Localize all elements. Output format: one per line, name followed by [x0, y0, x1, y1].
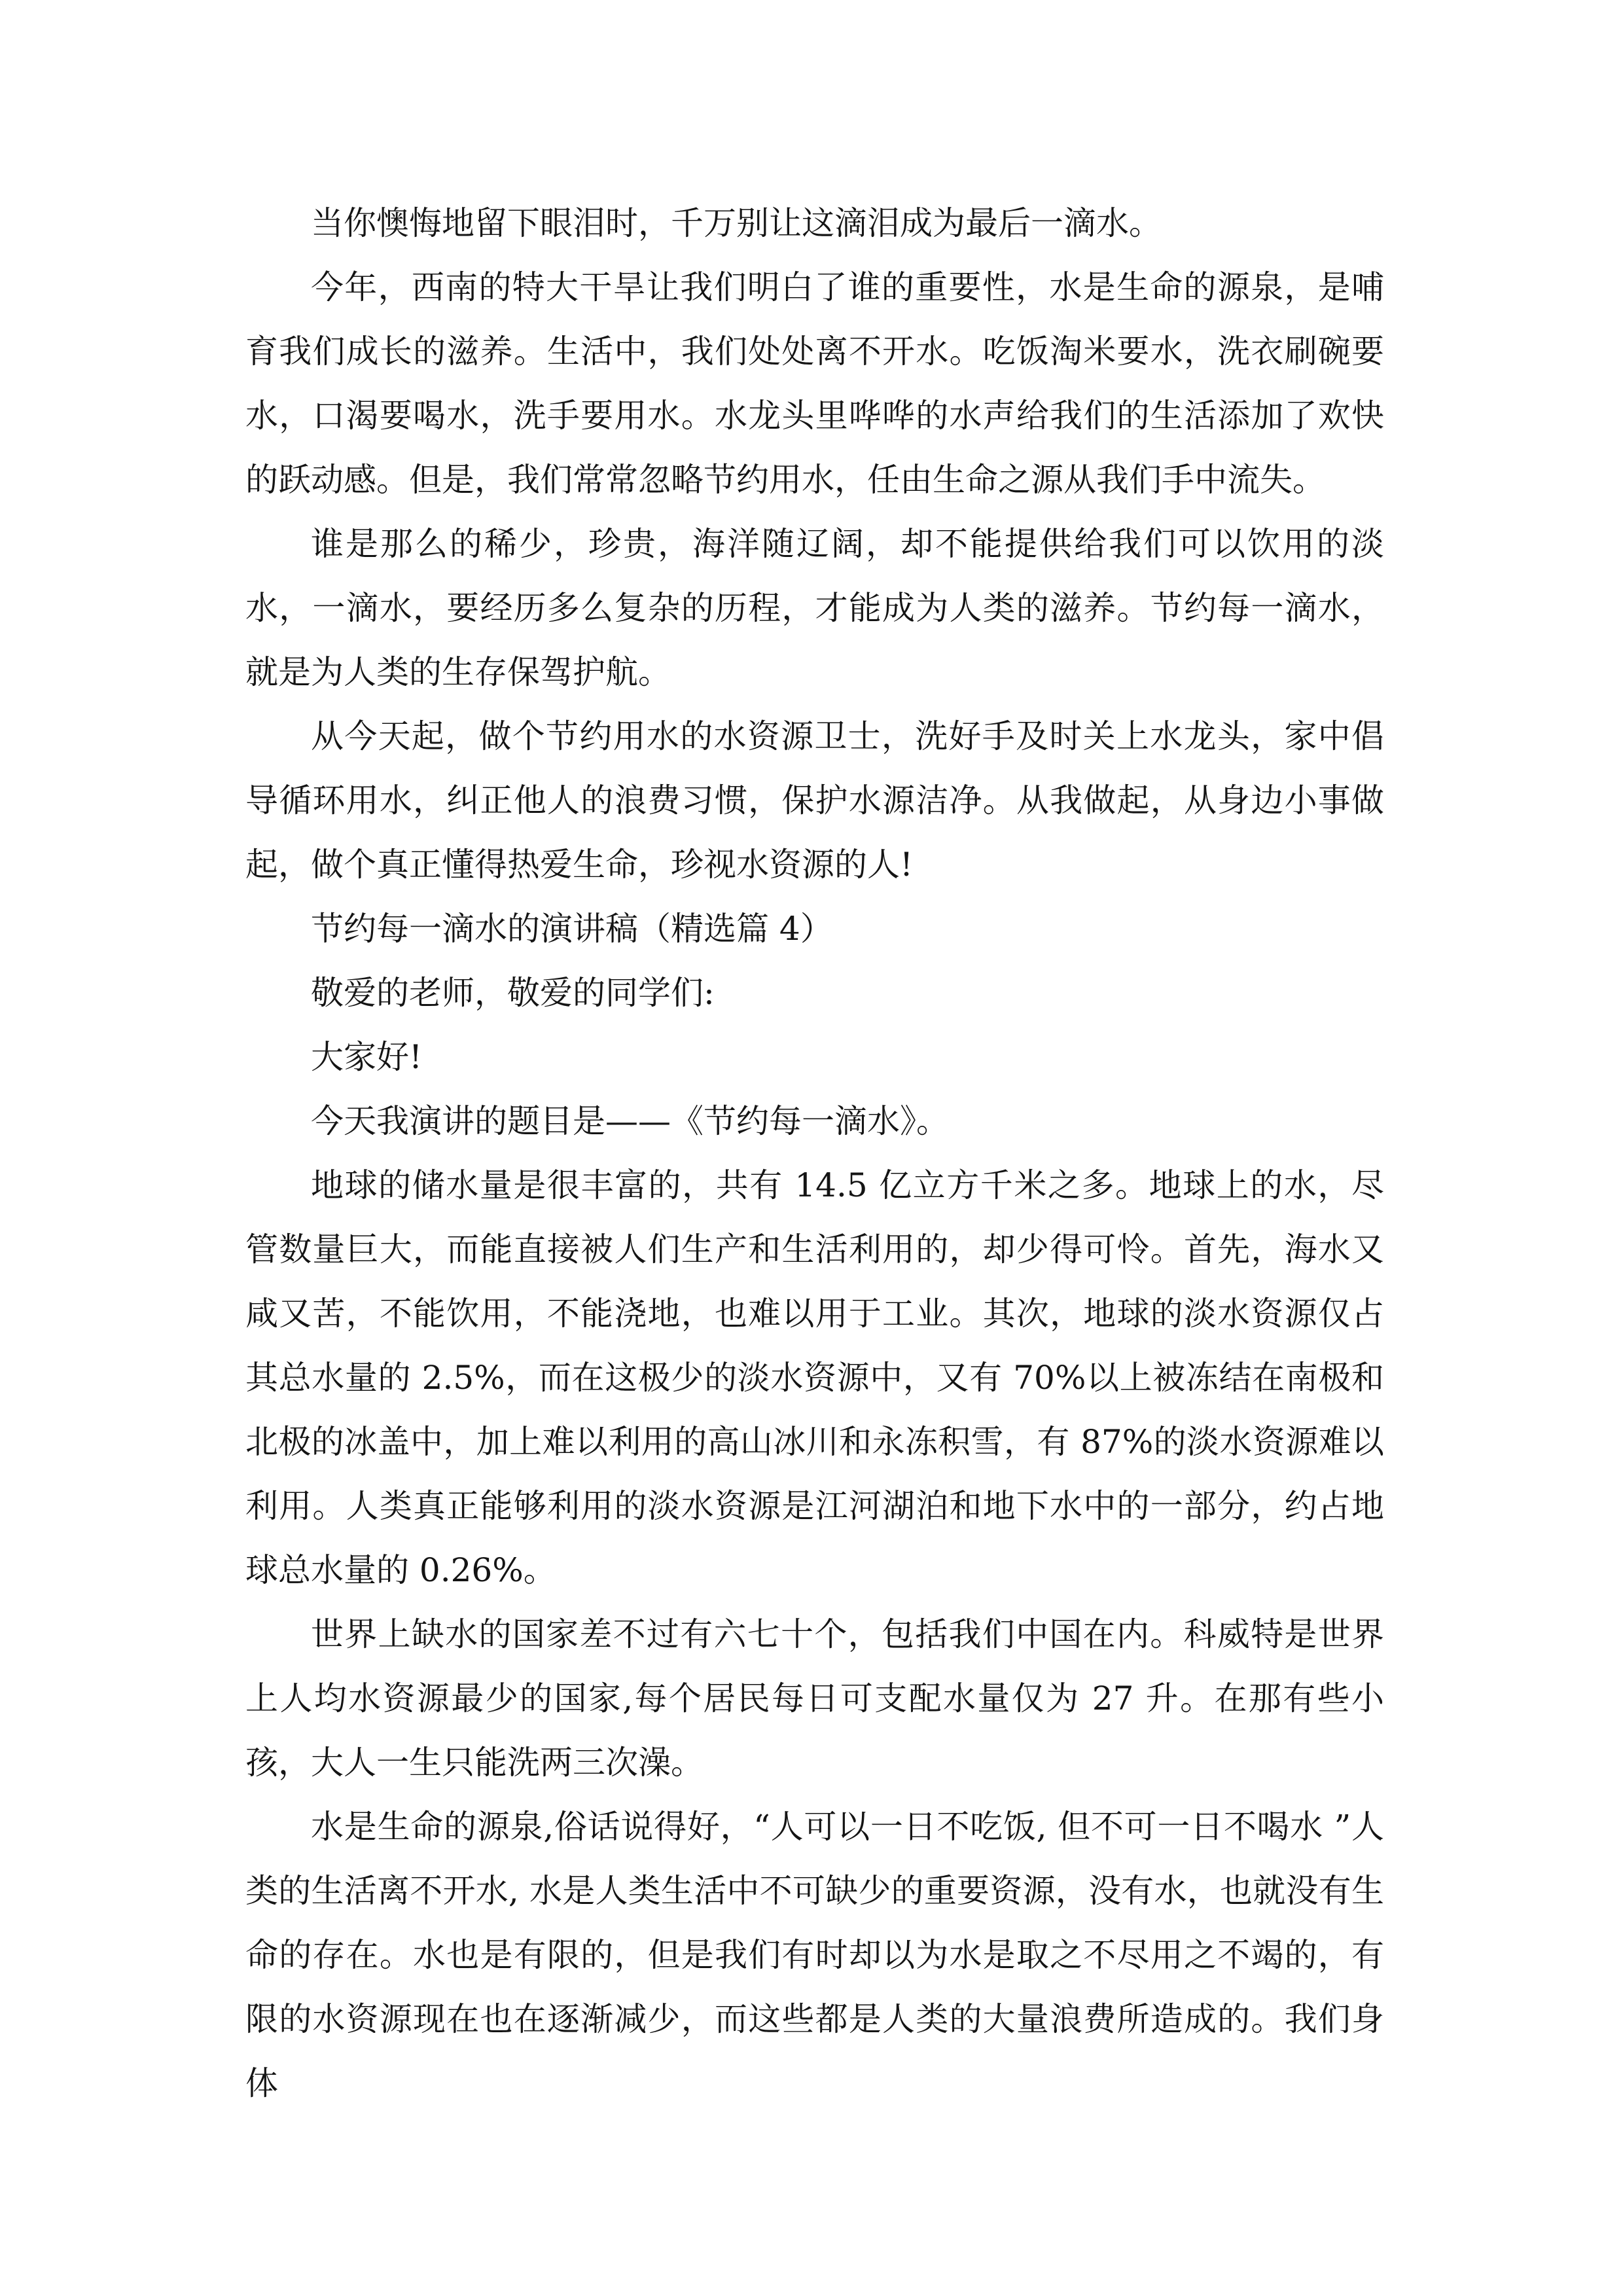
paragraph: 地球的储水量是很丰富的，共有 14.5 亿立方千米之多。地球上的水，尽管数量巨大，而能直接被人们生产和生活利用的，却少得可怜。首先，海水又咸又苦，不能饮用，不能浇地，也难以用于工业。其次，地球的淡水资源仅占其总水量的 2.5%，而在这极少的淡水资源中，又有 70%以上被冻结在南极和北极的冰盖中，加上难以利用的高山冰川和永冻积雪，有 87%的淡水资源难以利用。人类真正能够利用的淡水资源是江河湖泊和地下水中的一部分，约占地球总水量的 0.26%。 [245, 1166, 1384, 1589]
speech-topic: 今天我演讲的题目是——《节约每一滴水》。 [311, 1102, 949, 1140]
greeting: 大家好! [311, 1038, 423, 1076]
paragraph: 从今天起，做个节约用水的水资源卫士，洗好手及时关上水龙头，家中倡导循环用水，纠正他人的浪费习惯，保护水源洁净。从我做起，从身边小事做起，做个真正懂得热爱生命，珍视水资源的人! [245, 717, 1384, 884]
paragraph: 水是生命的源泉,俗话说得好，“人可以一日不吃饭, 但不可一日不喝水 ”人类的生活离不开水, 水是人类生活中不可缺少的重要资源，没有水，也就没有生命的存在。水也是有限的，但是我们有时却以为水是取之不尽用之不竭的，有限的水资源现在也在逐渐减少，而这些都是人类的大量浪费所造成的。我们身体 [245, 1808, 1384, 2102]
paragraph: 当你懊悔地留下眼泪时，千万别让这滴泪成为最后一滴水。 [311, 204, 1162, 242]
paragraph: 今年，西南的特大干旱让我们明白了谁的重要性，水是生命的源泉，是哺育我们成长的滋养。生活中，我们处处离不开水。吃饭淘米要水，洗衣刷碗要水，口渴要喝水，洗手要用水。水龙头里哗哗的水声给我们的生活添加了欢快的跃动感。但是，我们常常忽略节约用水，任由生命之源从我们手中流失。 [245, 268, 1384, 499]
paragraph: 谁是那么的稀少，珍贵，海洋随辽阔，却不能提供给我们可以饮用的淡水，一滴水，要经历多么复杂的历程，才能成为人类的滋养。节约每一滴水，就是为人类的生存保驾护航。 [245, 525, 1384, 691]
paragraph: 世界上缺水的国家差不过有六七十个，包括我们中国在内。科威特是世界上人均水资源最少的国家,每个居民每日可支配水量仅为 27 升。在那有些小孩，大人一生只能洗两三次澡。 [245, 1615, 1384, 1782]
document-body [245, 191, 1384, 2115]
section-heading: 节约每一滴水的演讲稿（精选篇 4） [311, 910, 833, 948]
salutation: 敬爱的老师，敬爱的同学们: [311, 974, 715, 1012]
